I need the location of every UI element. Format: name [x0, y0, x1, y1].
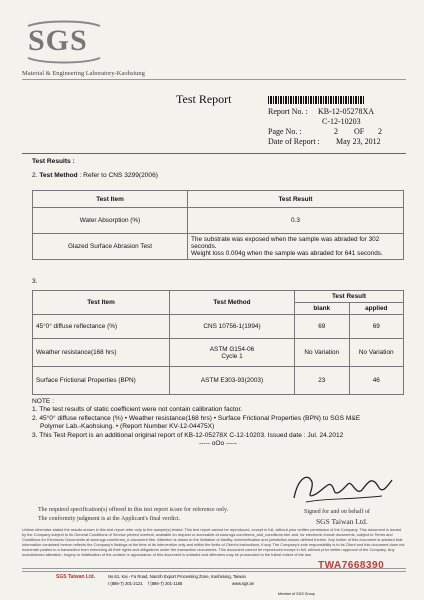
- signature-icon: [286, 468, 396, 510]
- cell-item: Surface Frictional Properties (BPN): [33, 367, 170, 395]
- result-line: The substrate was exposed when the sample was abraded for 302 seconds.: [191, 236, 380, 250]
- footer-fax: f (886-7) 301-1165: [148, 581, 183, 586]
- cell-item: Glazed Surface Abrasion Test: [33, 234, 188, 260]
- note-item: 1. The test results of static coefficient were not contain calibration factor.: [32, 406, 243, 414]
- signature: [286, 468, 396, 510]
- member-of-sgs: Member of SGS Group: [278, 592, 315, 596]
- report-no-sub: C-12-10203: [322, 117, 361, 126]
- end-mark: ----- oOo -----: [198, 440, 238, 448]
- signatory-company: SGS Taiwan Ltd.: [316, 517, 368, 526]
- note-item: 2. 45°0° diffuse reflectance (%) • Weather resistance(168 hrs) • Surface Frictional Properties (BPN) to SGS M&E: [32, 414, 361, 422]
- cell-method: [170, 339, 295, 367]
- cell-applied: 69: [349, 315, 404, 339]
- footer-divider: [22, 571, 406, 572]
- section2-prefix: 2.: [32, 172, 40, 179]
- note-item: 3. This Test Report is an additional original report of KB-12-05278X C-12-10203. Issued date : Jul. 24.2012: [32, 431, 344, 439]
- cell-item: Weather resistance(168 hrs): [33, 339, 170, 367]
- cell-item: 45°0° diffuse reflectance (%): [33, 315, 170, 339]
- date-value: May 23, 2012: [336, 137, 381, 146]
- section3-prefix: 3.: [32, 278, 38, 285]
- cell-method: CNS 10756-1(1994): [170, 315, 295, 339]
- result-line: Weight loss 0.004g when the sample was abraded for 641 seconds.: [191, 250, 383, 257]
- cell-method: ASTM E303-93(2003): [170, 367, 295, 395]
- cell-blank: 23: [295, 367, 350, 395]
- cell-result: 0.3: [188, 208, 404, 234]
- page-of: OF: [354, 127, 365, 136]
- page-label: Page No. :: [268, 127, 302, 136]
- note-label: NOTE :: [32, 398, 54, 405]
- properties-table: [32, 290, 404, 395]
- col-blank: blank: [295, 303, 350, 315]
- laboratory-name: Material & Engineering Laboratory-Kaohsiung: [22, 70, 145, 77]
- cell-item: Water Absorption (%): [33, 208, 188, 234]
- method-line: ASTM G154-06: [209, 345, 255, 353]
- col-test-result: Test Result: [188, 191, 404, 208]
- footer-phone: t (886-7) 301-2121: [108, 581, 143, 586]
- signed-on-behalf: Signed for and on behalf of: [304, 509, 370, 515]
- logo-text: SGS: [28, 24, 88, 57]
- footer-address: No.61, Kai - Fa Road, Nanzih Export Processing Zone, Kaohsiung, Taiwan: [108, 574, 246, 579]
- section-divider: [22, 153, 406, 154]
- col-test-result: Test Result: [295, 291, 404, 303]
- report-no-label: Report No. :: [268, 107, 308, 116]
- cell-applied: 46: [349, 367, 404, 395]
- cell-result: [188, 234, 404, 260]
- note-item: Polymer Lab.-Kaohsiung. • (Report Number KV-12-04475X): [40, 423, 215, 431]
- report-title: Test Report: [176, 92, 232, 106]
- date-label: Date of Report :: [268, 137, 320, 146]
- page-total: 2: [378, 127, 382, 136]
- header-divider: [22, 79, 406, 80]
- col-test-item: Test Item: [33, 291, 170, 315]
- results-heading: Test Results :: [32, 158, 75, 165]
- cell-applied: No Variation: [349, 339, 404, 367]
- col-test-item: Test Item: [33, 191, 188, 208]
- spec-notice: The required specification(s) offered in this test report is/are for reference only.: [38, 507, 229, 513]
- footer-company: SGS Taiwan Ltd.: [56, 574, 96, 580]
- sgs-logo: [24, 20, 104, 64]
- barcode-icon: [268, 96, 364, 104]
- serial-watermark: TWA7668390: [318, 560, 385, 571]
- notes-block: [32, 398, 404, 448]
- method-label: Test Method: [39, 172, 78, 179]
- abrasion-table: [32, 190, 404, 260]
- terms-fine-print: Unless otherwise stated the results shown in this test report refer only to the sample(s) tested. This test report cannot be reproduced, except in full, without prior written permission of the Company. This document is issued by the Company subject to its General Conditions of Service printed overleaf, available on request or accessible at www.sgs.com/terms_and_conditions.htm and, for electronic format documents, subject to Terms and Conditions for Electronic Documents at www.sgs.com/terms_e-document.htm. Attention is drawn to the limitation of liability, indemnification and jurisdiction issues defined therein. Any holder of this document is advised that information contained hereon reflects the Company's findings at the time of its intervention only and within the limits of Client's instructions, if any. The Company's sole responsibility is to its Client and this document does not exonerate parties to a transaction from exercising all their rights and obligations under the transaction documents. This document cannot be reproduced except in full, without prior written approval of the Company. Any unauthorized alteration, forgery or falsification of the content or appearance of this document is unlawful and offenders may be prosecuted to the fullest extent of the law.: [22, 527, 405, 557]
- cell-blank: No Variation: [295, 339, 350, 367]
- method-text: : Refer to CNS 3299(2006): [77, 172, 158, 179]
- conformity-notice: The conformity judgment is at the Applicant's final verdict.: [38, 516, 181, 522]
- report-no: KB-12-05278XA: [318, 107, 374, 116]
- company-footer: [22, 568, 406, 590]
- cell-blank: 69: [295, 315, 350, 339]
- method-line: Cycle 1: [221, 352, 243, 360]
- col-test-method: Test Method: [170, 291, 295, 315]
- page-value: 2: [334, 127, 338, 136]
- col-applied: applied: [349, 303, 404, 315]
- footer-web: www.sgs.tw: [232, 581, 254, 586]
- section2-method: [32, 172, 158, 179]
